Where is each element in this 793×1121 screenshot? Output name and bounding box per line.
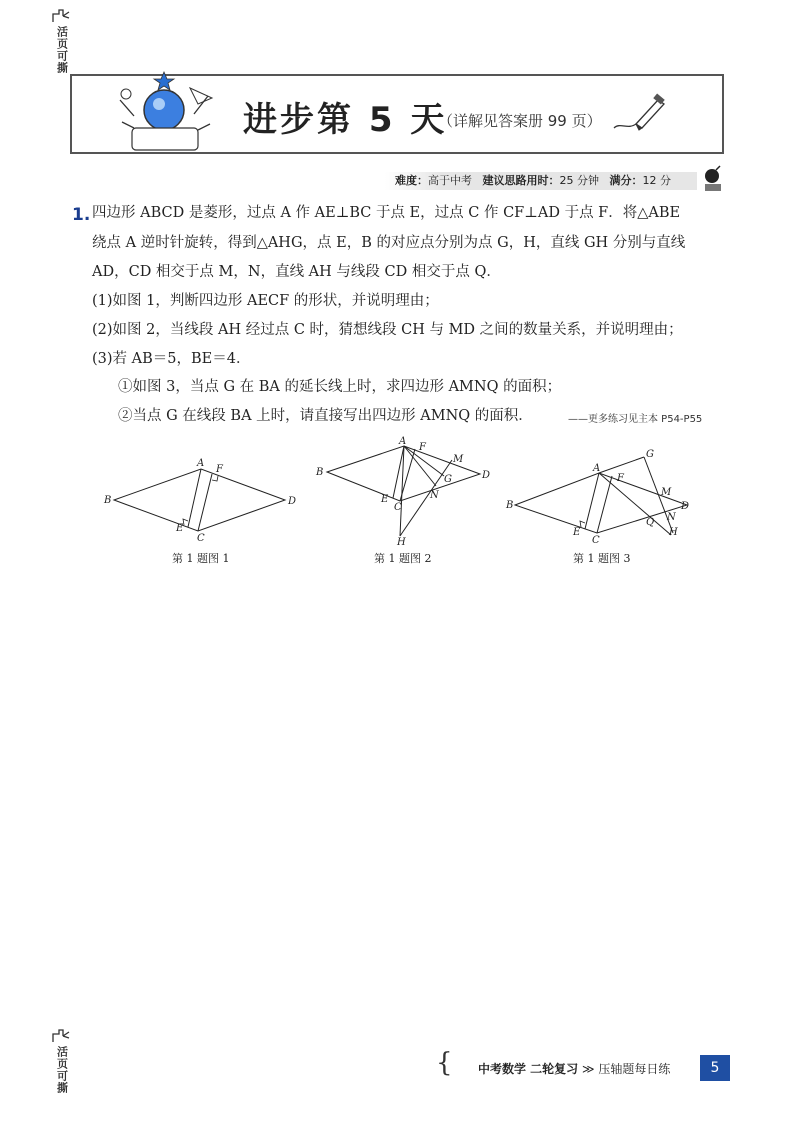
point-label-E: E xyxy=(573,527,581,538)
point-label-D: D xyxy=(681,501,690,512)
point-label-A: A xyxy=(197,458,205,469)
point-label-A: A xyxy=(593,463,601,474)
subquestion-3-part-2: ②当点 G 在线段 BA 上时，请直接写出四边形 AMNQ 的面积． xyxy=(118,408,533,424)
scissors-hand-icon xyxy=(51,1028,73,1044)
time-label: 建议思路用时： xyxy=(482,174,560,187)
subquestion-1: (1)如图 1，判断四边形 AECF 的形状，并说明理由； xyxy=(92,293,439,309)
problem-text-line: 绕点 A 逆时针旋转，得到△AHG，点 E，B 的对应点分别为点 G，H，直线 GH 分别与直线 xyxy=(92,235,686,251)
point-label-M: M xyxy=(453,454,464,465)
point-label-C: C xyxy=(592,535,600,545)
point-label-D: D xyxy=(482,470,491,481)
footer-arrow: ≫ xyxy=(582,1062,595,1076)
point-label-B: B xyxy=(506,500,514,511)
figure-1 xyxy=(100,455,305,545)
point-label-G: G xyxy=(646,449,654,460)
pen-icon xyxy=(606,92,668,134)
astronaut-illustration-icon xyxy=(112,70,224,154)
figure-3 xyxy=(503,445,708,545)
footer-series: 压轴题每日练 xyxy=(598,1062,671,1076)
point-label-B: B xyxy=(104,495,112,506)
point-label-F: F xyxy=(617,473,624,484)
more-practice-reference: ——更多练习见主本 P54-P55 xyxy=(568,414,703,425)
subquestion-3: (3)若 AB＝5，BE＝4． xyxy=(92,351,251,367)
page-title: 进步第 5 天 xyxy=(243,100,448,140)
point-label-B: B xyxy=(316,467,324,478)
point-label-A: A xyxy=(399,436,407,447)
footer-series-title xyxy=(478,1060,670,1077)
figure-2-caption: 第 1 题图 2 xyxy=(374,552,432,565)
point-label-H: H xyxy=(397,537,406,546)
figure-1-caption: 第 1 题图 1 xyxy=(172,552,230,565)
score-label: 满分： xyxy=(609,174,643,187)
time-value: 25 分钟 xyxy=(559,174,599,187)
point-label-C: C xyxy=(197,533,205,544)
difficulty-info-bar xyxy=(385,172,697,190)
scissors-hand-icon xyxy=(51,8,73,24)
point-label-H: H xyxy=(669,527,678,538)
subquestion-2: (2)如图 2，当线段 AH 经过点 C 时，猜想线段 CH 与 MD 之间的数量关系，并说明理由； xyxy=(92,322,683,338)
point-label-F: F xyxy=(216,464,223,475)
footer-brace: { xyxy=(436,1048,453,1078)
problem-text-line: AD，CD 相交于点 M，N，直线 AH 与线段 CD 相交于点 Q． xyxy=(92,264,501,280)
point-label-N: N xyxy=(667,512,676,523)
point-label-G: G xyxy=(444,474,452,485)
tear-off-label: 活页可撕 xyxy=(55,1046,69,1094)
point-label-M: M xyxy=(661,487,672,498)
difficulty-value: 高于中考 xyxy=(428,174,472,187)
point-label-N: N xyxy=(430,490,439,501)
point-label-D: D xyxy=(288,496,297,507)
difficulty-label: 难度： xyxy=(395,174,428,187)
problem-text-line: 四边形 ABCD 是菱形，过点 A 作 AE⊥BC 于点 E，过点 C 作 CF⊥AD 于点 F．将△ABE xyxy=(92,205,681,221)
score-value: 12 分 xyxy=(642,174,671,187)
tear-off-mark-top xyxy=(49,8,75,77)
bomb-icon xyxy=(702,164,724,192)
page-number: 5 xyxy=(700,1055,730,1081)
problem-number: 1. xyxy=(72,205,91,225)
answer-reference: （详解见答案册 99 页） xyxy=(438,112,602,130)
point-label-F: F xyxy=(419,442,426,453)
figure-2 xyxy=(312,436,497,546)
tear-off-label: 活页可撕 xyxy=(55,26,69,74)
point-label-Q: Q xyxy=(646,517,655,528)
subquestion-3-part-1: ①如图 3，当点 G 在 BA 的延长线上时，求四边形 AMNQ 的面积； xyxy=(118,379,562,395)
footer-subject: 中考数学 二轮复习 xyxy=(478,1062,579,1076)
point-label-E: E xyxy=(176,523,184,534)
tear-off-mark-bottom xyxy=(49,1028,75,1097)
figure-3-caption: 第 1 题图 3 xyxy=(573,552,631,565)
point-label-C: C xyxy=(394,502,402,513)
point-label-E: E xyxy=(381,494,389,505)
